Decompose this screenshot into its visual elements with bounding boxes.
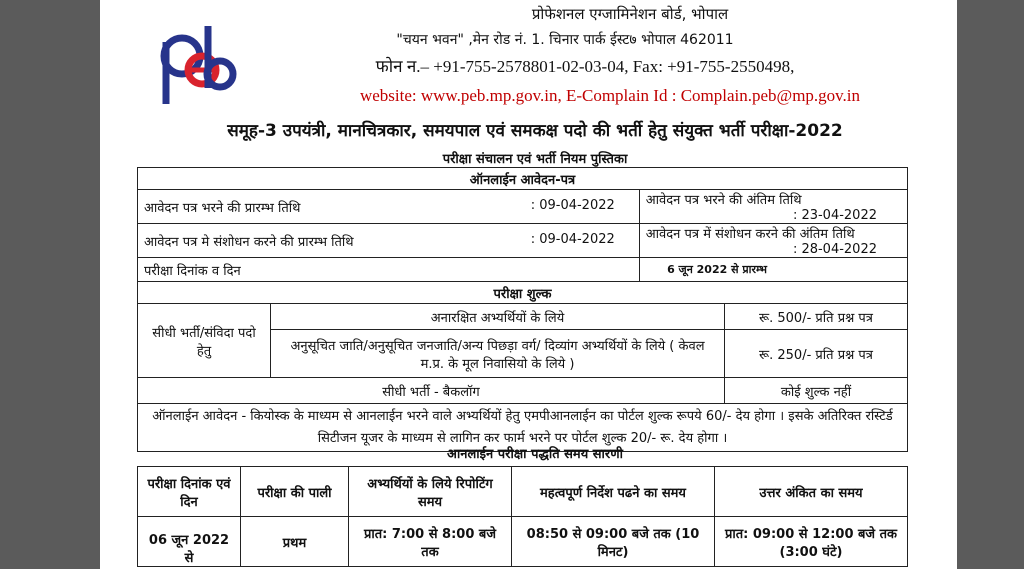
portal-fee-note: ऑनलाईन आवेदन - कियोस्क के माध्यम से आनलाईन भरने वाले अभ्यर्थियों हेतु एमपीआनलाईन का पोर्टल शुल्क रूपये 60/- देय होगा । इसके अतिरिक्त रस्टिर्ड सिटीजन यूजर के माध्यम से लागिन कर फार्म भरने पर पोर्टल शुल्क 20/- रू. देय होगा । bbox=[138, 404, 908, 452]
row1-reporting: प्रात: 7:00 से 8:00 बजे तक bbox=[349, 517, 512, 567]
org-name: प्रोफेशनल एग्जामिनेशन बोर्ड, भोपाल bbox=[531, 5, 729, 23]
end-date-label: आवेदन पत्र भरने की अंतिम तिथि bbox=[645, 193, 802, 208]
org-website[interactable]: website: www.peb.mp.gov.in, E-Complain Id : Complain.peb@mp.gov.in bbox=[359, 86, 861, 105]
corr-start-row bbox=[138, 224, 640, 258]
row1-instruction: 08:50 से 09:00 बजे तक (10 मिनट) bbox=[512, 517, 715, 567]
corr-end-value: : 28-04-2022 bbox=[792, 242, 877, 257]
unreserved-label: अनारक्षित अभ्यर्थियों के लिये bbox=[271, 304, 725, 330]
start-date-row bbox=[138, 190, 640, 224]
start-date-label: आवेदन पत्र भरने की प्रारम्भ तिथि bbox=[144, 200, 301, 216]
col-shift: परीक्षा की पाली bbox=[241, 467, 349, 517]
backlog-fee: कोई शुल्क नहीं bbox=[725, 378, 908, 404]
start-date-value: : 09-04-2022 bbox=[530, 197, 615, 213]
direct-label: सीधी भर्ती/संविदा पदो हेतु bbox=[138, 304, 271, 378]
col-reporting-time: अभ्यर्थियों के लिये रिपोटिंग समय bbox=[349, 467, 512, 517]
org-phone: फोन न.– +91-755-2578801-02-03-04, Fax: +91-755-2550498, bbox=[375, 57, 795, 76]
page-subtitle: परीक्षा संचालन एवं भर्ती नियम पुस्तिका bbox=[442, 152, 628, 167]
corr-end-row bbox=[639, 224, 907, 258]
end-date-value: : 23-04-2022 bbox=[792, 208, 877, 223]
application-table bbox=[137, 167, 908, 452]
row1-date: 06 जून 2022 से bbox=[138, 517, 241, 567]
col-answer-time: उत्तर अंकित का समय bbox=[715, 467, 908, 517]
row1-shift: प्रथम bbox=[241, 517, 349, 567]
backlog-label: सीधी भर्ती - बैकलॉग bbox=[138, 378, 725, 404]
reserved-fee: रू. 250/- प्रति प्रश्न पत्र bbox=[725, 330, 908, 378]
peb-logo bbox=[158, 22, 238, 106]
fee-heading: परीक्षा शुल्क bbox=[138, 282, 908, 304]
org-address: "चयन भवन" ,मेन रोड नं. 1. चिनार पार्क ईस्ट७ भोपाल 462011 bbox=[396, 32, 734, 48]
row1-answer: प्रात: 09:00 से 12:00 बजे तक (3:00 घंटे) bbox=[715, 517, 908, 567]
exam-date-value: 6 जून 2022 से प्रारम्भ bbox=[639, 258, 907, 282]
unreserved-fee: रू. 500/- प्रति प्रश्न पत्र bbox=[725, 304, 908, 330]
corr-start-value: : 09-04-2022 bbox=[530, 231, 615, 247]
schedule-table bbox=[137, 466, 908, 567]
col-instruction-time: महत्वपूर्ण निर्देश पढने का समय bbox=[512, 467, 715, 517]
reserved-label: अनुसूचित जाति/अनुसूचित जनजाति/अन्य पिछड़ा वर्ग/ दिव्यांग अभ्यर्थियों के लिये ( केवल म.प्र. के मूल निवासियो के लिये ) bbox=[271, 330, 725, 378]
document-page bbox=[100, 0, 957, 569]
end-date-row bbox=[639, 190, 907, 224]
corr-end-label: आवेदन पत्र में संशोधन करने की अंतिम तिथि bbox=[645, 227, 855, 242]
schedule-heading: आनलाईन परीक्षा पद्धति समय सारणी bbox=[446, 447, 624, 462]
online-heading: ऑनलाईन आवेदन-पत्र bbox=[138, 168, 908, 190]
col-exam-date: परीक्षा दिनांक एवं दिन bbox=[138, 467, 241, 517]
exam-date-label: परीक्षा दिनांक व दिन bbox=[138, 258, 640, 282]
corr-start-label: आवेदन पत्र मे संशोधन करने की प्रारम्भ तिथि bbox=[144, 234, 354, 250]
page-title: समूह-3 उपयंत्री, मानचित्रकार, समयपाल एवं समकक्ष पदो की भर्ती हेतु संयुक्त भर्ती परीक्षा-2022 bbox=[227, 121, 843, 141]
